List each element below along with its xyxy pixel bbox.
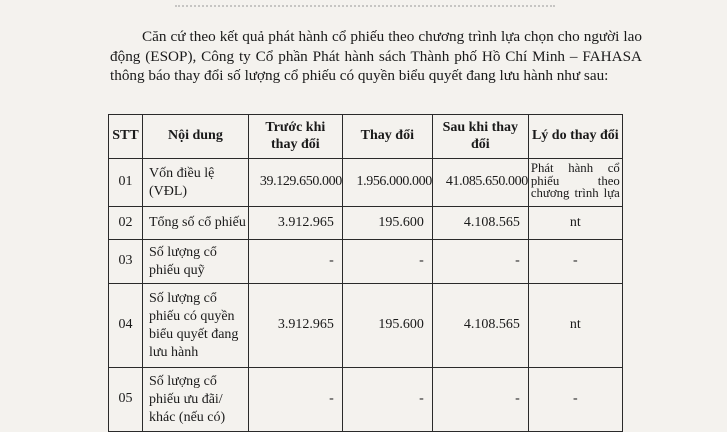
header-stt: STT: [109, 115, 143, 159]
cell-content: Số lượng cổ phiếu có quyền biểu quyết đang lưu hành: [143, 284, 249, 368]
cell-before: 3.912.965: [248, 207, 342, 240]
cell-before: -: [248, 240, 342, 284]
header-reason: Lý do thay đổi: [528, 115, 622, 159]
header-change: Thay đổi: [342, 115, 432, 159]
cell-stt: 04: [109, 284, 143, 368]
cell-reason: -: [528, 368, 622, 432]
intro-paragraph: [110, 27, 642, 86]
cell-reason: nt: [528, 207, 622, 240]
cell-reason: -: [528, 240, 622, 284]
cell-content: Số lượng cổ phiếu quỹ: [143, 240, 249, 284]
cell-change: -: [342, 368, 432, 432]
table-header-row: [109, 115, 623, 159]
cell-after: 4.108.565: [432, 284, 528, 368]
cell-change: -: [342, 240, 432, 284]
cell-after: -: [432, 368, 528, 432]
cell-stt: 02: [109, 207, 143, 240]
table-row: [109, 284, 623, 368]
cell-change: 195.600: [342, 207, 432, 240]
cell-reason: Phát hành cổ phiếu theo chương trình lựa: [528, 159, 622, 207]
header-after: Sau khi thay đổi: [432, 115, 528, 159]
cell-stt: 03: [109, 240, 143, 284]
cell-content: Số lượng cổ phiếu ưu đãi/ khác (nếu có): [143, 368, 249, 432]
cell-change: 1.956.000.000: [342, 159, 432, 207]
cell-stt: 01: [109, 159, 143, 207]
cell-content: Vốn điều lệ (VĐL): [143, 159, 249, 207]
table-row: [109, 159, 623, 207]
cell-after: 41.085.650.000: [432, 159, 528, 207]
header-content: Nội dung: [143, 115, 249, 159]
cell-change: 195.600: [342, 284, 432, 368]
cell-stt: 05: [109, 368, 143, 432]
cropped-previous-line: [175, 0, 555, 7]
cell-after: 4.108.565: [432, 207, 528, 240]
cell-content: Tổng số cổ phiếu: [143, 207, 249, 240]
cell-before: 39.129.650.000: [248, 159, 342, 207]
table-row: [109, 368, 623, 432]
header-before: Trước khi thay đổi: [248, 115, 342, 159]
intro-text: Căn cứ theo kết quả phát hành cổ phiếu theo chương trình lựa chọn cho người lao động (ESOP), Công ty Cổ phần Phát hành sách Thành phố Hồ Chí Minh – FAHASA thông báo thay đổi số lượng cổ phiếu có quyền biểu quyết đang lưu hành như sau:: [110, 28, 642, 85]
share-change-table: [108, 114, 623, 432]
cell-before: -: [248, 368, 342, 432]
cell-before: 3.912.965: [248, 284, 342, 368]
cell-after: -: [432, 240, 528, 284]
table-row: [109, 240, 623, 284]
table-row: [109, 207, 623, 240]
cell-reason: nt: [528, 284, 622, 368]
